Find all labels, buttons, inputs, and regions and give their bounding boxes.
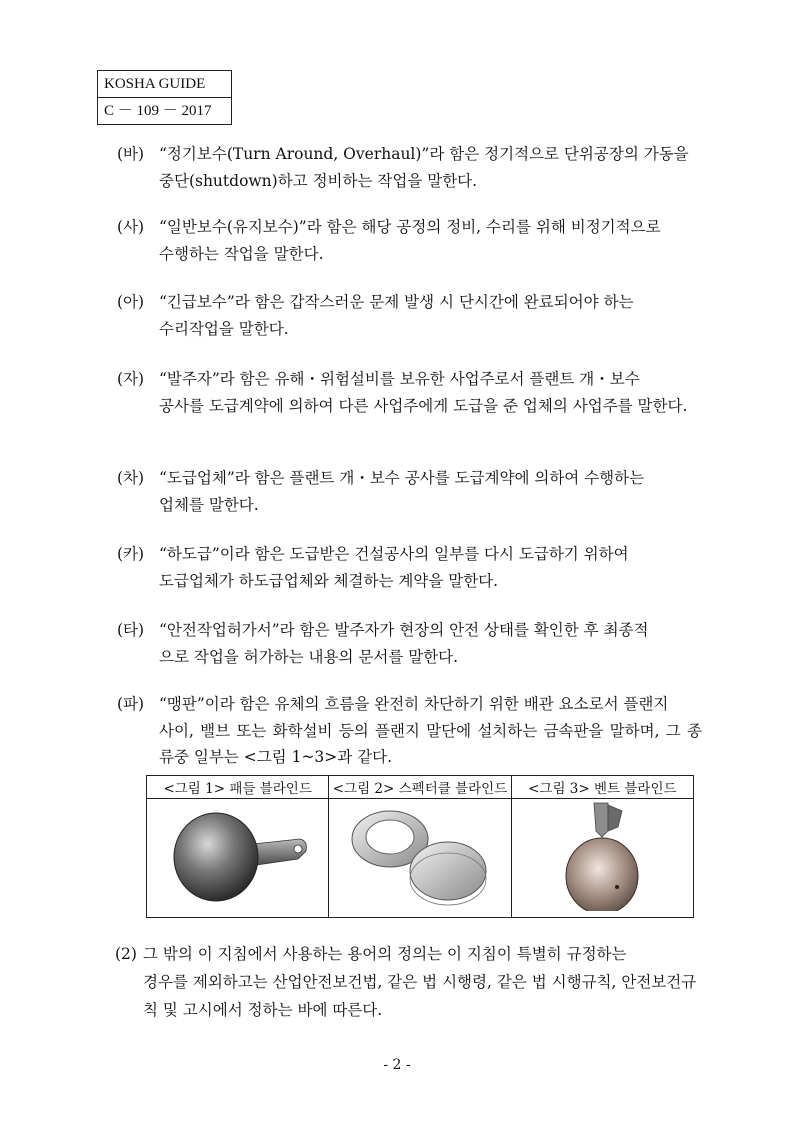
- definition-item: [117, 465, 702, 518]
- figure-caption: <그림 1> 패들 블라인드: [147, 776, 329, 799]
- item-text: “일반보수(유지보수)”라 함은 해당 공정의 정비, 수리를 위해 비정기적으로: [159, 218, 661, 236]
- item-text: “맹판”이라 함은 유체의 흐름을 완전히 차단하기 위한 배관 요소로서 플랜지: [159, 695, 669, 713]
- item-continuation: 도급업체가 하도급업체와 체결하는 계약을 말한다.: [159, 571, 499, 590]
- item-label: (카): [117, 545, 145, 563]
- item-label: (아): [117, 293, 145, 311]
- definition-item: [117, 141, 702, 194]
- definition-item: [117, 541, 702, 594]
- document-code-box: [97, 70, 232, 125]
- definition-item: [117, 214, 702, 267]
- paragraph-text: 그 밖의 이 지침에서 사용하는 용어의 정의는 이 지침이 특별히 규정하는: [143, 945, 627, 963]
- paragraph-continuation: 경우를 제외하고는 산업안전보건법, 같은 법 시행령, 같은 법 시행규칙, 안전보건규칙 및 고시에서 정하는 바에 따른다.: [143, 973, 697, 1019]
- item-continuation: 공사를 도급계약에 의하여 다른 사업주에게 도급을 준 업체의 사업주를 말한다.: [159, 396, 688, 415]
- item-continuation: 으로 작업을 허가하는 내용의 문서를 말한다.: [159, 647, 459, 666]
- page-number: - 2 -: [383, 1057, 411, 1073]
- item-text: “안전작업허가서”라 함은 발주자가 현장의 안전 상태를 확인한 후 최종적: [159, 621, 649, 639]
- item-continuation: 중단(shutdown)하고 정비하는 작업을 말한다.: [159, 171, 478, 190]
- blind-figure-table: [146, 775, 694, 918]
- item-continuation: 업체를 말한다.: [159, 495, 259, 514]
- paragraph-2: [115, 940, 702, 1024]
- definition-item: [117, 691, 702, 771]
- guide-title: KOSHA GUIDE: [104, 76, 206, 92]
- item-continuation: 사이, 밸브 또는 화학설비 등의 플랜지 말단에 설치하는 금속판을 말하며, 그 종류중 일부는 <그림 1~3>과 같다.: [159, 721, 702, 766]
- item-label: (차): [117, 469, 145, 487]
- figure-caption: <그림 3> 벤트 블라인드: [511, 776, 693, 799]
- item-text: “정기보수(Turn Around, Overhaul)”라 함은 정기적으로 단위공장의 가동을: [159, 145, 689, 163]
- paddle-blind-image: [147, 799, 329, 918]
- item-text: “도급업체”라 함은 플랜트 개・보수 공사를 도급계약에 의하여 수행하는: [159, 469, 645, 487]
- item-label: (파): [117, 695, 145, 713]
- guide-code: C － 109 － 2017: [98, 97, 231, 124]
- definition-item: [117, 617, 702, 670]
- item-text: “긴급보수”라 함은 갑작스러운 문제 발생 시 단시간에 완료되어야 하는: [159, 293, 634, 311]
- item-text: “발주자”라 함은 유해・위험설비를 보유한 사업주로서 플랜트 개・보수: [159, 370, 640, 388]
- item-continuation: 수리작업을 말한다.: [159, 319, 289, 338]
- item-label: (타): [117, 621, 145, 639]
- item-label: (사): [117, 218, 145, 236]
- item-continuation: 수행하는 작업을 말한다.: [159, 244, 324, 263]
- spectacle-blind-image: [329, 799, 511, 918]
- paragraph-label: (2): [115, 945, 137, 963]
- definition-item: [117, 289, 702, 342]
- item-label: (바): [117, 145, 145, 163]
- figure-caption: <그림 2> 스펙터클 블라인드: [329, 776, 511, 799]
- definition-item: [117, 366, 702, 419]
- item-text: “하도급”이라 함은 도급받은 건설공사의 일부를 다시 도급하기 위하여: [159, 545, 629, 563]
- item-label: (자): [117, 370, 145, 388]
- vent-blind-image: [511, 799, 693, 918]
